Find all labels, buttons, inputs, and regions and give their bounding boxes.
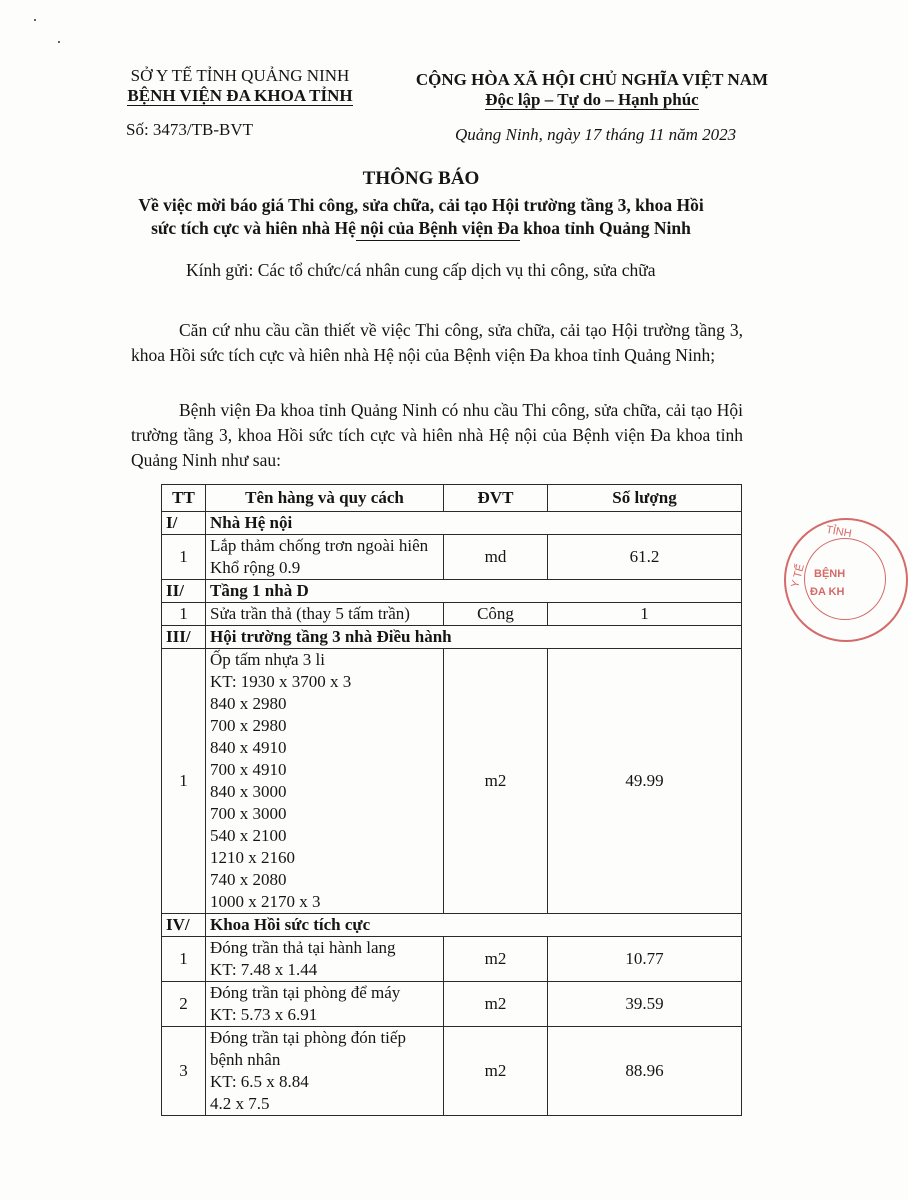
section-row (162, 914, 742, 937)
section-row (162, 626, 742, 649)
notice-title: THÔNG BÁO (362, 168, 480, 189)
col-header-name: Tên hàng và quy cách (206, 485, 444, 512)
subject-line-2: sức tích cực và hiên nhà Hệ nội của Bệnh viện Đa khoa tỉnh Quảng Ninh (151, 218, 691, 238)
stamp-text-left: Y TẾ (789, 562, 807, 590)
item-description-line: KT: 1930 x 3700 x 3 (210, 672, 352, 691)
item-quantity: 39.59 (548, 982, 742, 1027)
section-row (162, 512, 742, 535)
item-unit: Công (444, 603, 548, 626)
item-description-line: Ốp tấm nhựa 3 li (210, 650, 325, 669)
place-date: Quảng Ninh, ngày 17 tháng 11 năm 2023 (455, 125, 737, 144)
national-motto: Độc lập – Tự do – Hạnh phúc (485, 90, 699, 109)
section-row (162, 580, 742, 603)
national-title: CỘNG HÒA XÃ HỘI CHỦ NGHĨA VIỆT NAM (415, 70, 769, 89)
scan-speck (58, 41, 60, 43)
agency-header (100, 66, 380, 106)
item-description (206, 937, 444, 982)
col-header-qty: Số lượng (548, 485, 742, 512)
item-description-line: 4.2 x 7.5 (210, 1094, 270, 1113)
item-description-line: Đóng trần thả tại hành lang (210, 938, 396, 957)
table-row (162, 1027, 742, 1116)
table-row (162, 937, 742, 982)
agency-name: SỞ Y TẾ TỈNH QUẢNG NINH (130, 66, 350, 85)
table-row (162, 535, 742, 580)
item-description (206, 535, 444, 580)
item-description-line: 540 x 2100 (210, 826, 287, 845)
national-header (382, 70, 802, 110)
section-number: IV/ (162, 914, 206, 937)
subject-line-1: Về việc mời báo giá Thi công, sửa chữa, cải tạo Hội trường tầng 3, khoa Hồi (138, 195, 704, 215)
official-stamp (784, 518, 908, 642)
item-description-line: 740 x 2080 (210, 870, 287, 889)
subject-underline (356, 240, 520, 241)
item-description-line: 1210 x 2160 (210, 848, 295, 867)
table-body (162, 512, 742, 1116)
item-description (206, 603, 444, 626)
item-number: 1 (162, 603, 206, 626)
item-description-line: 840 x 3000 (210, 782, 287, 801)
section-number: I/ (162, 512, 206, 535)
item-description-line: 840 x 4910 (210, 738, 287, 757)
item-quantity: 1 (548, 603, 742, 626)
item-number: 1 (162, 649, 206, 914)
item-description-line: 700 x 2980 (210, 716, 287, 735)
section-title: Khoa Hồi sức tích cực (206, 914, 742, 937)
col-header-unit: ĐVT (444, 485, 548, 512)
item-quantity: 88.96 (548, 1027, 742, 1116)
hospital-name: BỆNH VIỆN ĐA KHOA TỈNH (127, 86, 353, 105)
item-description-line: Đóng trần tại phòng để máy (210, 983, 401, 1002)
item-quantity: 61.2 (548, 535, 742, 580)
item-unit: md (444, 535, 548, 580)
item-description-line: Đóng trần tại phòng đón tiếp bệnh nhân (210, 1028, 406, 1069)
stamp-text-mid2: ĐA KH (810, 586, 845, 598)
section-title: Hội trường tầng 3 nhà Điều hành (206, 626, 742, 649)
item-unit: m2 (444, 1027, 548, 1116)
item-unit: m2 (444, 937, 548, 982)
item-number: 2 (162, 982, 206, 1027)
section-number: III/ (162, 626, 206, 649)
table-row (162, 603, 742, 626)
section-title: Tầng 1 nhà D (206, 580, 742, 603)
item-description (206, 649, 444, 914)
paragraph-basis: Căn cứ nhu cầu cần thiết về việc Thi công, sửa chữa, cải tạo Hội trường tầng 3, khoa Hồi sức tích cực và hiên nhà Hệ nội của Bệnh viện Đa khoa tỉnh Quảng Ninh; (131, 320, 743, 365)
item-quantity: 49.99 (548, 649, 742, 914)
item-quantity: 10.77 (548, 937, 742, 982)
item-description-line: 700 x 3000 (210, 804, 287, 823)
item-number: 1 (162, 937, 206, 982)
notice-subject (100, 194, 742, 240)
item-description-line: Khổ rộng 0.9 (210, 558, 301, 577)
section-number: II/ (162, 580, 206, 603)
col-header-tt: TT (162, 485, 206, 512)
item-description-line: 1000 x 2170 x 3 (210, 892, 321, 911)
item-description-line: KT: 5.73 x 6.91 (210, 1005, 318, 1024)
item-description-line: KT: 6.5 x 8.84 (210, 1072, 309, 1091)
table-header-row (162, 485, 742, 512)
item-description (206, 1027, 444, 1116)
item-unit: m2 (444, 982, 548, 1027)
recipient-line: Kính gửi: Các tổ chức/cá nhân cung cấp dịch vụ thi công, sửa chữa (186, 260, 656, 280)
table-row (162, 982, 742, 1027)
stamp-text-mid1: BỆNH (814, 568, 846, 580)
item-description-line: Lắp thảm chống trơn ngoài hiên (210, 536, 429, 555)
item-number: 1 (162, 535, 206, 580)
scan-speck (34, 19, 36, 21)
item-number: 3 (162, 1027, 206, 1116)
item-description-line: 700 x 4910 (210, 760, 287, 779)
section-title: Nhà Hệ nội (206, 512, 742, 535)
item-description (206, 982, 444, 1027)
document-number: Số: 3473/TB-BVT (126, 120, 254, 139)
items-table (161, 484, 742, 1116)
paragraph-request: Bệnh viện Đa khoa tỉnh Quảng Ninh có nhu cầu Thi công, sửa chữa, cải tạo Hội trường tầng 3, khoa Hồi sức tích cực và hiên nhà Hệ nội của Bệnh viện Đa khoa tỉnh Quảng Ninh như sau: (131, 400, 743, 470)
stamp-text-top: TỈNH (825, 523, 853, 541)
item-description-line: 840 x 2980 (210, 694, 287, 713)
item-description-line: KT: 7.48 x 1.44 (210, 960, 318, 979)
item-description-line: Sửa trần thả (thay 5 tấm trần) (210, 604, 410, 623)
item-unit: m2 (444, 649, 548, 914)
table-row (162, 649, 742, 914)
